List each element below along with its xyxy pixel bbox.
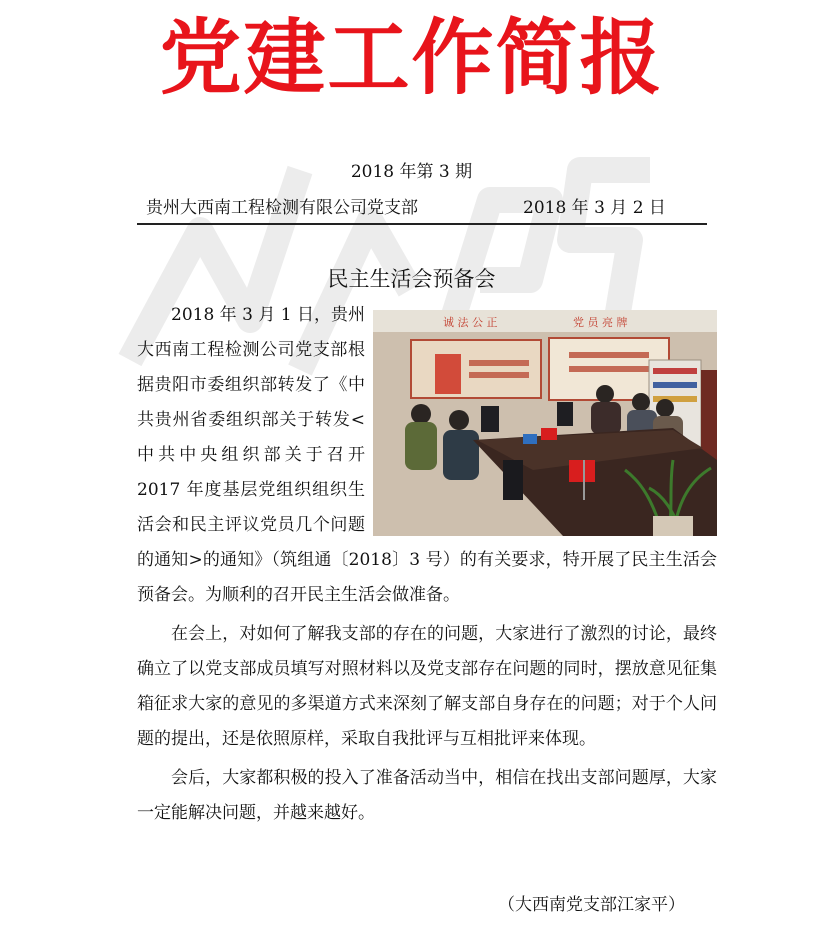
organization-name: 贵州大西南工程检测有限公司党支部: [146, 198, 418, 218]
article-title: 民主生活会预备会: [327, 267, 496, 291]
article-paragraph-2: 在会上，对如何了解我支部的存在的问题，大家进行了激烈的讨论，最终确立了以党支部成员填写对照材料以及党支部存在问题的同时，摆放意见征集箱征求大家的意见的多渠道方式来深刻了解支部自身存在的问题；对于个人问题的提出，还是依照原样，采取自我批评与互相批评来体现。: [137, 624, 717, 749]
header-divider: [137, 223, 707, 225]
article-body: [137, 298, 717, 835]
author-signature: （大西南党支部江家平）: [498, 895, 685, 915]
wall-slogan-1: 诚 法 公 正: [443, 316, 498, 329]
publish-date: 2018 年 3 月 2 日: [523, 198, 666, 218]
wall-slogan-2: 党 员 亮 牌: [573, 316, 628, 329]
article-paragraph-1: 2018 年 3 月 1 日，贵州大西南工程检测公司党支部根据贵阳市委组织部转发了《中共贵州省委组织部关于转发<中共中央组织部关于召开 2017 年度基层党组织组织生活会和民主评议党员几个问题的通知>的通知》（筑组通〔2018〕3 号）的有关要求，特开展了民主生活会预备会。为顺利的召开民主生活会做准备。: [137, 305, 717, 605]
issue-number: 2018 年第 3 期: [350, 162, 473, 182]
masthead-title: 党建工作简报: [159, 10, 664, 106]
meeting-photo: [373, 310, 717, 536]
article-paragraph-3: 会后，大家都积极的投入了准备活动当中，相信在找出支部问题厚，大家一定能解决问题，并越来越好。: [137, 768, 717, 823]
